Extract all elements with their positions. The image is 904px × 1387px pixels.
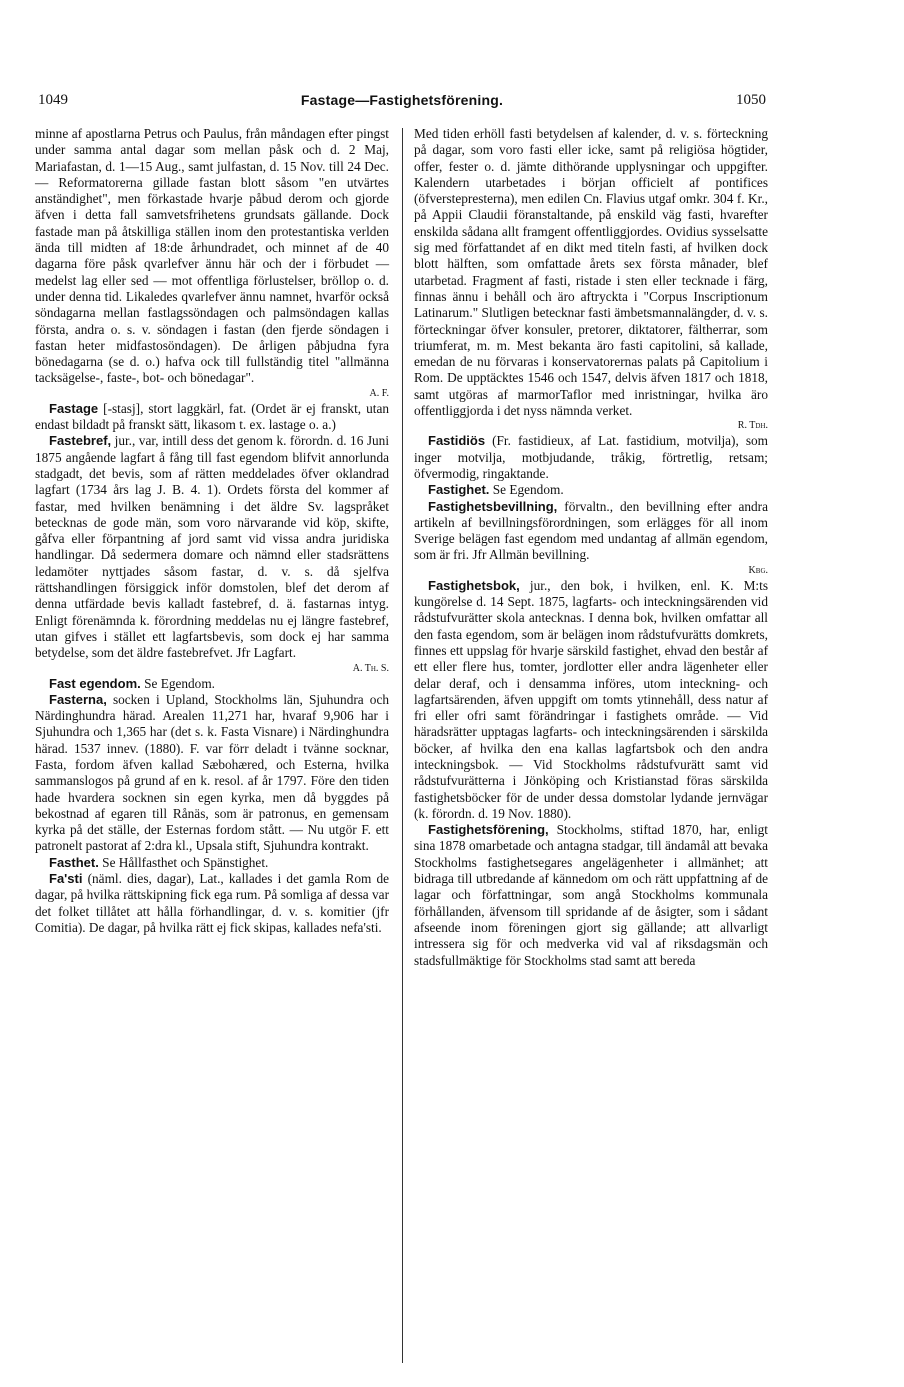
entry-fastidios	[414, 433, 768, 482]
author-signature: A. F.	[369, 387, 389, 399]
headword: Fastighetsförening,	[428, 822, 549, 838]
entry-text: (näml. dies, dagar), Lat., kallades i det gamla Rom de dagar, på hvilka rättskipning fick ega rum. På somliga af dessa var det folket tillåtet att hålla förhandlingar, d. v. s. komitier (jfr Comitia). De dagar, på hvilka rätt ej fick skipas, kallades nefa'sti.	[35, 871, 390, 935]
headword: Fastighetsbevillning,	[428, 498, 558, 514]
entry-text: (Fr. fastidieux, af Lat. fastidium, motvilja), som inger motvilja, motbjudande, tråkig, förtretlig, retsam; öfvermodig, ringaktande.	[414, 433, 768, 481]
headword: Fastebref,	[49, 433, 112, 449]
entry-paragraph	[35, 126, 389, 401]
page-header	[38, 90, 766, 112]
headword: Fastighet.	[428, 482, 490, 498]
headword: Fasthet.	[49, 854, 99, 870]
headword: Fast egendom.	[49, 675, 141, 691]
entry-fastebref	[35, 433, 389, 675]
entry-text: [-stasj], stort laggkärl, fat. (Ordet är ej franskt, utan endast bildadt på franskt sätt, likasom t. ex. lastage o. a.)	[35, 400, 389, 433]
entry-text: Se Egendom.	[492, 482, 564, 498]
entry-fast-egendom	[35, 676, 389, 692]
author-signature: R. Tdh.	[737, 420, 768, 432]
entry-fastage	[35, 401, 389, 434]
entry-fastighetsforening	[414, 822, 768, 969]
right-column	[414, 126, 768, 969]
headword: Fasterna,	[49, 691, 107, 707]
entry-text: Med tiden erhöll fasti betydelsen af kalender, d. v. s. förteckning på dagar, som voro fasti eller icke, samt på religiösa högtider, offer, fester o. d. jämte dithörande upplysningar och uppgifter. Kalendern utarbetades i början officielt af pontifices (öfverstepresterna), men edilen Cn. Flavius utgaf omkr. 304 f. Kr., på Appii Claudii föranstaltande, på enskild väg fasti, hvarefter enskilda sådana allt framgent offentliggjordes. Ovidius sysselsatte sig med författandet af en dikt med titeln fasti, af hvilken dock blott hälften, som omfattade årets sex första månader, blef utarbetad. Fragment af fasti, ristade i sten eller tecknade i färg, finnas ännu i behåll och äro aftryckta i "Corpus Inscriptionum Latinarum." Slutligen betecknar fasti ämbetsmannalängder, d. v. s. förteckningar öfver konsuler, pretorer, diktatorer, fältherrar, som triumferat, m. m. Mest bekanta äro fasti capitolini, så kallade, emedan de nu förvaras i konservatorernas palats på Capitolium i Rom. De upptäcktes 1546 och 1547, delvis äfven 1817 och 1818, samt utgöras af marmorTaflor med inristningar, hvilka äro offentliggjorda i det nyss nämnda verket.	[414, 126, 768, 419]
entry-fasti	[35, 871, 389, 936]
entry-paragraph	[414, 126, 768, 433]
headword: Fa'sti	[49, 871, 83, 887]
entry-fastighet	[414, 482, 768, 498]
entry-fasthet	[35, 855, 389, 871]
headword: Fastighetsbok,	[428, 577, 520, 593]
author-signature: Kbg.	[748, 564, 768, 576]
entry-text: Se Hållfasthet och Spänstighet.	[102, 854, 269, 870]
entry-text: förvaltn., den bevillning efter andra artikeln af bevillningsförordningen, som erlägges för all inom Sverige belägen fast egendom med undantag af allmän egendom, som är fri. Jfr Allmän bevillning.	[414, 498, 768, 563]
entry-fastighetsbevillning	[414, 499, 768, 578]
entry-text: jur., var, intill dess det genom k. förordn. d. 16 Juni 1875 angående lagfart å fång till fast egendom blifvit annorlunda stadgadt, det bevis, som af rätten meddelades öfver oklandrad lagfart (1734 års lag J. B. 4. 1). Ordets första del kommer af fastar, med hvilken benämning i det äldre Sv. lagspråket betecknas de gode män, som voro närvarande vid köp, skifte, gåfva eller förpantning af jord samt vid vissa andra juridiska handlingar. Då sedermera domare och nämnd eller stadsrättens ledamöter nyttjades såsom fastar, d. v. s. då sjelfva rättshandlingen försiggick inför domstolen, blef det derom af denna utfärdade bevis kalladt fastebref, d. ä. fastarnas intyg. Enligt förenämnda k. förordning meddelas nu ej längre fastebref, utan gifves i stället ett lagfartsbevis, som dock ej har samma betydelse, som det äldre fastebrefvet. Jfr Lagfart.	[35, 433, 390, 661]
entry-text: Se Egendom.	[144, 675, 215, 691]
page-number-right: 1050	[736, 92, 766, 108]
column-divider	[402, 128, 403, 1363]
entry-text: socken i Upland, Stockholms län, Sjuhundra och Närdinghundra härad. Arealen 11,271 har, hvaraf 9,906 har i Sjuhundra och 1,365 har (det s. k. Fasta Visnare) i Närdinghundra härad. 1537 innev. (1880). F. var förr deladt i tvänne socknar, Fasta, fordom äfven kallad Sæbohæred, och Esterna, hvilka sammanslogos på grund af en k. resol. af år 1797. Före den tiden hade hvardera socknen sin egen kyrka, men då byggdes på bekostnad af egaren till Rånäs, som är patronus, en gemensam kyrka på det ställe, der Esternas fordom stått. — Nu utgör F. ett patronelt pastorat af 2:dra kl., Upsala stift, Sjuhundra kontrakt.	[35, 691, 389, 854]
headword: Fastage	[49, 400, 99, 416]
page-number-left: 1049	[38, 92, 68, 108]
entry-text: jur., den bok, i hvilken, enl. K. M:ts kungörelse d. 14 Sept. 1875, lagfarts- och inteckningsärenden vid rådstufvurätter skola antecknas. I denna bok, hvilken omfattar all den fasta egendom, som är belägen inom rådstufvurätts domkrets, finnes ett uppslag för hvarje särskild fastighet, ehvad den består af ett eller flere hus, tomter, jordlotter eller andra lägenheter eller delar deraf, och i densamma införes, utom inteckning- och lagfartsärenden, äfven uppgift om tomts ytinnehåll, dess natur af fri eller ofri samt förändringar i fastighets område. — Vid häradsrätter upptagas lagfarts- och inteckningsärenden i särskilda böcker, af hvilka den ena kallas lagfartsbok och den andra inteckningsbok. — Vid Stockholms rådstufvurätt samt vid rådstufvurätterna i Jönköping och Kristianstad föras särskilda fastighetsböcker för de under dessa domstolar lydande jernvägar (k. förordn. d. 19 Nov. 1880).	[414, 577, 768, 821]
entry-text: Stockholms, stiftad 1870, har, enligt sina 1878 omarbetade och antagna stadgar, till ändamål att bevaka Stockholms fastighetsegares angelägenheter i allmänhet; att bidraga till utbredande af kännedom om och rätt uppfattning af de lagar och författningar, som angå Stockholms kommunala förhållanden, äfvensom till spridande af de åsigter, som i sådant afseende inom föreningen gjort sig gällande; att allvarligt intressera sig för och medverka vid val af riksdagsmän och stadsfullmäktige för Stockholms stad samt att bereda	[414, 822, 769, 968]
headword: Fastidiös	[428, 433, 486, 449]
author-signature: A. Th. S.	[352, 662, 389, 674]
entry-text: minne af apostlarna Petrus och Paulus, från måndagen efter pingst under samma antal dagar som mellan påsk och d. 2 Maj, Mariafastan, d. 1—15 Aug., samt julfastan, d. 15 Nov. till 24 Dec. — Reformatorerna gillade fastan blott såsom "en utvärtes anständighet", men förkastade hvarje påbud derom och gjorde äfven i detta fall samvetsfrihetens grundsats gällande. Dock fastade man på åtskilliga ställen inom den protestantiska verlden ända till midten af 18:de århundradet, och minnet af de 40 dagarna före påsk qvarlefver ännu här och der i förbudet — medelst lag eller sed — mot offentliga förlustelser, bröllop o. d. under denna tid. Likaledes qvarlefver ännu namnet, hvarför också söndagarna mellan fastlagssöndagen och palmsöndagen kallas första, andra o. s. v. söndagen i fastan (den fjerde söndagen i fastan heter midfastosöndagen). De årligen påbjudna fyra bönedagarna (se d. o.) hafva ock till fullständig titel "allmänna tacksägelse-, faste-, bot- och bönedagar".	[35, 126, 389, 386]
running-title: Fastage—Fastighetsförening.	[300, 92, 504, 108]
entry-fasterna	[35, 692, 389, 855]
entry-fastighetsbok	[414, 578, 768, 822]
left-column	[35, 126, 389, 936]
